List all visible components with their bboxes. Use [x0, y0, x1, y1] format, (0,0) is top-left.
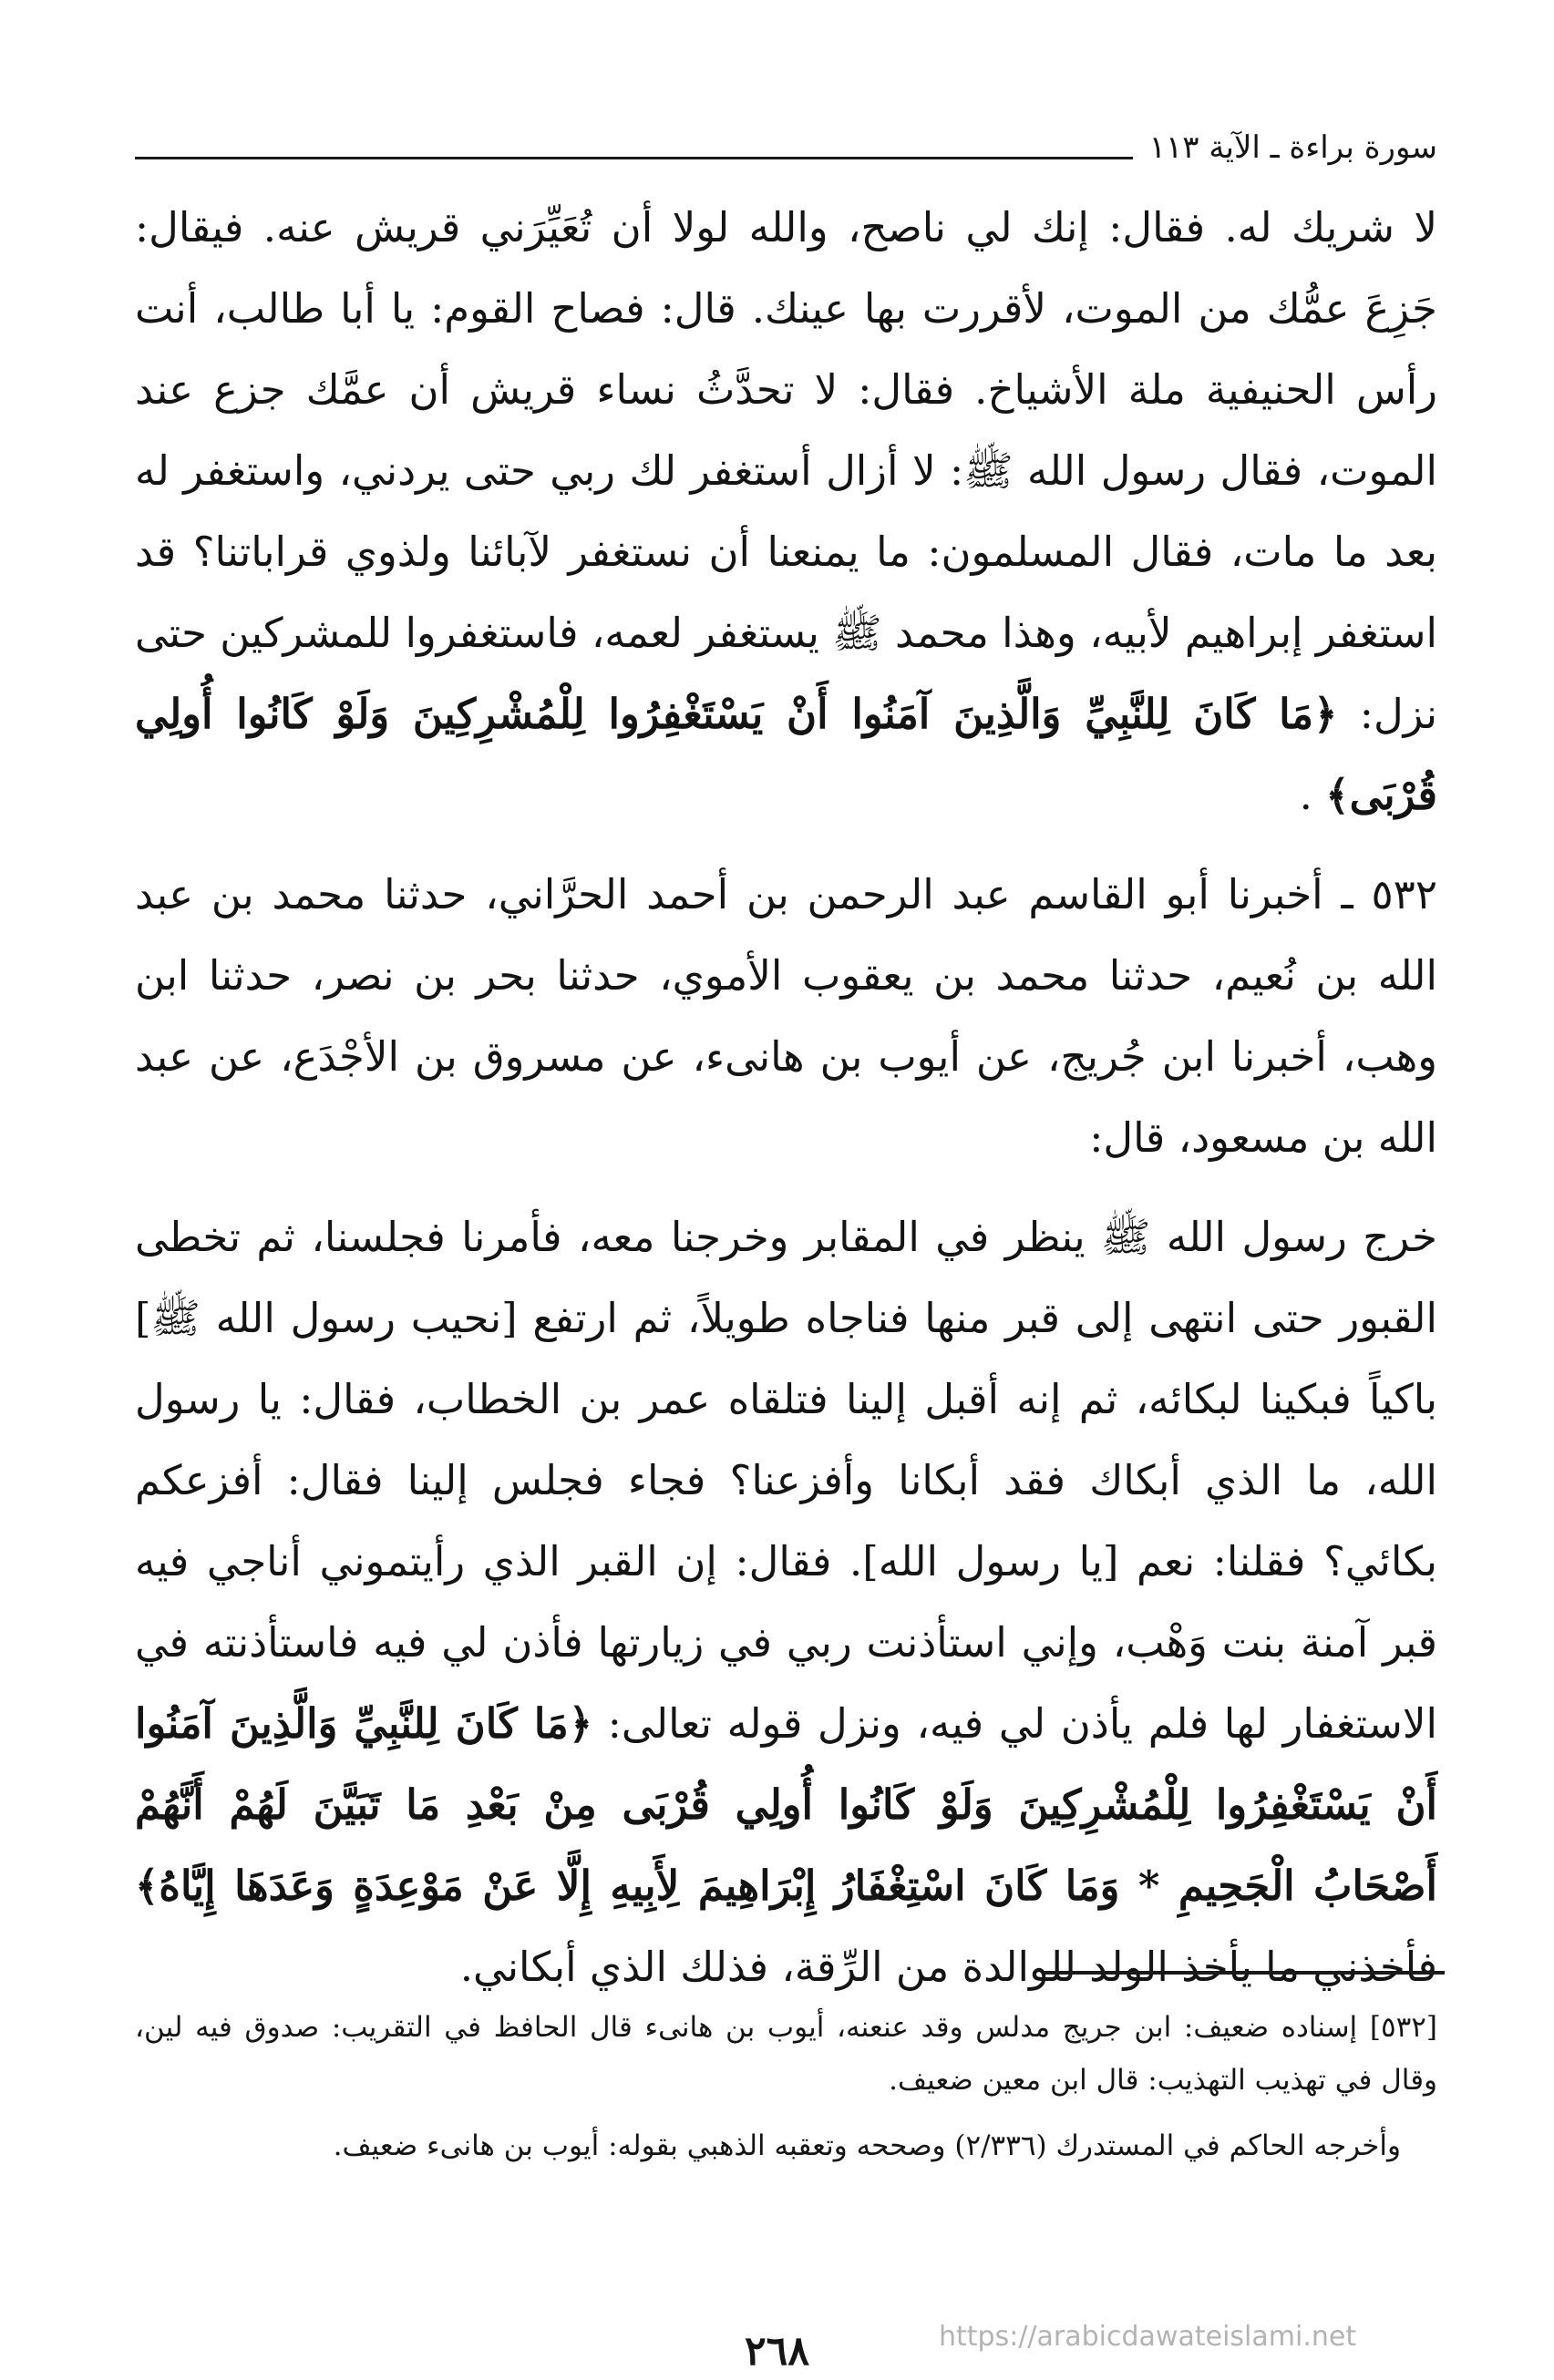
text-segment: .	[1299, 771, 1326, 819]
footnotes	[135, 2001, 1437, 2172]
text-segment: فأخذني ما يأخذ الولد للوالدة من الرِّقة، فذلك الذي أبكاني.	[459, 1943, 1437, 1991]
main-text	[135, 187, 1437, 2007]
quran-verse: ﴿مَا كَانَ لِلنَّبِيِّ وَالَّذِينَ آمَنُوا أَنْ يَسْتَغْفِرُوا لِلْمُشْرِكِينَ وَلَوْ كَانُوا أُولِي قُرْبَى﴾	[135, 690, 1437, 819]
watermark-url: https://arabicdawateislami.net	[939, 2321, 1357, 2353]
footnote-1: [٥٣٢] إسناده ضعيف: ابن جريج مدلس وقد عنعنه، أيوب بن هانىء قال الحافظ في التقريب: صدوق فيه لين، وقال في تهذيب التهذيب: قال ابن معين ضعيف.	[135, 2011, 1437, 2097]
footnote-2: وأخرجه الحاكم في المستدرك (٢/٣٣٦) وصححه وتعقبه الذهبي بقوله: أيوب بن هانىء ضعيف.	[333, 2129, 1401, 2162]
text-segment: خرج رسول الله ﷺ ينظر في المقابر وخرجنا معه، فأمرنا فجلسنا، ثم تخطى القبور حتى انتهى إلى قبر منها فناجاه طويلاً، ثم ارتفع [نحيب رسول الله ﷺ] باكياً فبكينا لبكائه، ثم إنه أقبل إلينا فتلقاه عمر بن الخطاب، فقال: يا رسول الله، ما الذي أبكاك فقد أبكانا وأفزعنا؟ فجاء فجلس إلينا فقال: أفزعكم بكائي؟ فقلنا: نعم [يا رسول الله]. فقال: إن القبر الذي رأيتموني أناجي فيه قبر آمنة بنت وَهْب، وإني استأذنت ربي في زيارتها فأذن لي فيه فاستأذنته في الاستغفار لها فلم يأذن لي فيه، ونزل قوله تعالى:	[135, 1213, 1437, 1748]
quran-verse: ﴿مَا كَانَ لِلنَّبِيِّ وَالَّذِينَ آمَنُوا أَنْ يَسْتَغْفِرُوا لِلْمُشْرِكِينَ وَلَوْ كَانُوا أُولِي قُرْبَى مِنْ بَعْدِ مَا تَبَيَّنَ لَهُمْ أَنَّهُمْ أَصْحَابُ الْجَحِيمِ * وَمَا كَانَ اسْتِغْفَارُ إِبْرَاهِيمَ لِأَبِيهِ إِلَّا عَنْ مَوْعِدَةٍ وَعَدَهَا إِيَّاهُ﴾	[135, 1699, 1437, 1910]
header-rule	[135, 157, 1133, 159]
footnote-rule	[1044, 1971, 1445, 1975]
text-segment: لا شريك له. فقال: إنك لي ناصح، والله لولا أن تُعَيِّرَني قريش عنه. فيقال: جَزِعَ عمُّك من الموت، لأقررت بها عينك. قال: فصاح القوم: يا أبا طالب، أنت رأس الحنيفية ملة الأشياخ. فقال: لا تحدَّثُ نساء قريش أن عمَّك جزع عند الموت، فقال رسول الله ﷺ: لا أزال أستغفر لك ربي حتى يردني، واستغفر له بعد ما مات، فقال المسلمون: ما يمنعنا أن نستغفر لآبائنا ولذوي قراباتنا؟ قد استغفر إبراهيم لأبيه، وهذا محمد ﷺ يستغفر لعمه، فاستغفروا للمشركين حتى نزل:	[135, 203, 1437, 738]
paragraph-2-hadith-532: ٥٣٢ ـ أخبرنا أبو القاسم عبد الرحمن بن أحمد الحرَّاني، حدثنا محمد بن عبد الله بن نُعيم، حدثنا محمد بن يعقوب الأموي، حدثنا بحر بن نصر، حدثنا ابن وهب، أخبرنا ابن جُريج، عن أيوب بن هانىء، عن مسروق بن الأجْدَع، عن عبد الله بن مسعود، قال:	[135, 870, 1437, 1162]
paragraph-3	[135, 1196, 1437, 2007]
paragraph-1	[135, 187, 1437, 836]
page-number: ٢٦٨	[745, 2328, 809, 2375]
running-head: سورة براءة ـ الآية ١١٣	[1148, 129, 1437, 166]
